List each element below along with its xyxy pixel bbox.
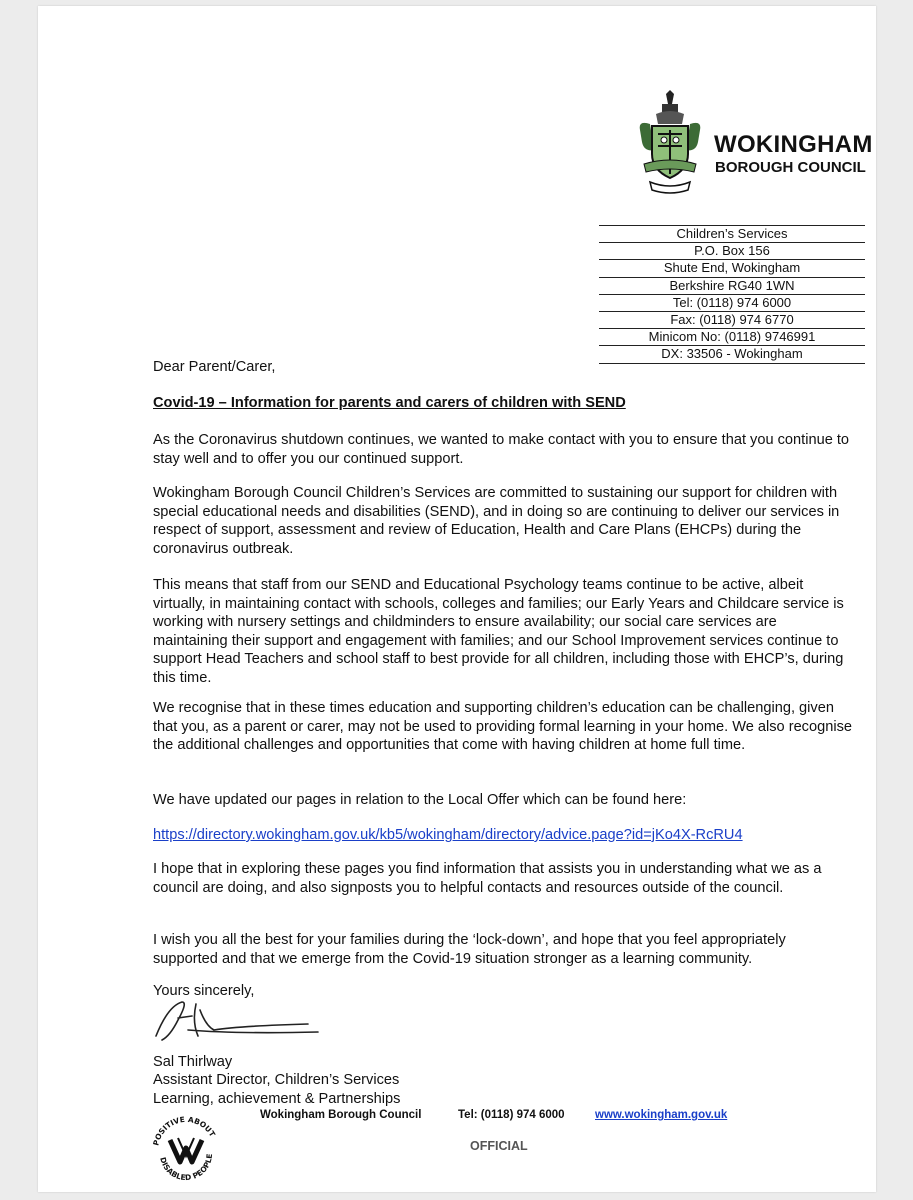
body-paragraph: Wokingham Borough Council Children’s Services are committed to sustaining our support for children with special educational needs and disabilities (SEND), and in doing so are continuing to deliver our services in respect of support, assessment and review of Education, Health and Care Plans (EHCPs) during the coronavirus outbreak. xyxy=(153,485,840,557)
classification-label: OFFICIAL xyxy=(470,1139,528,1153)
council-crest-icon xyxy=(636,90,704,196)
signature xyxy=(148,996,323,1044)
signer-block xyxy=(153,1053,853,1108)
signer-title: Assistant Director, Children’s Services xyxy=(153,1072,400,1089)
signer-name: Sal Thirlway xyxy=(153,1054,233,1070)
address-line: P.O. Box 156 xyxy=(599,243,865,260)
address-line: Shute End, Wokingham xyxy=(599,260,865,277)
body-paragraph: I hope that in exploring these pages you find information that assists you in understanding what we as a council are doing, and also signposts you to helpful contacts and resources outside of the council. xyxy=(153,861,822,896)
svg-text:POSITIVE ABOUT: POSITIVE ABOUT xyxy=(151,1114,218,1147)
address-line: Minicom No: (0118) 9746991 xyxy=(599,329,865,346)
local-offer-link[interactable]: https://directory.wokingham.gov.uk/kb5/wokingham/directory/advice.page?id=jKo4X-RcRU4 xyxy=(153,827,743,843)
address-line: DX: 33506 - Wokingham xyxy=(599,346,865,363)
body-paragraph: As the Coronavirus shutdown continues, we wanted to make contact with you to ensure that you continue to stay well and to offer you our continued support. xyxy=(153,432,850,467)
letter-page xyxy=(38,6,876,1192)
footer-tel: Tel: (0118) 974 6000 xyxy=(458,1109,565,1121)
org-name: WOKINGHAM xyxy=(714,131,873,158)
salutation: Dear Parent/Carer, xyxy=(153,359,276,375)
org-subtitle: BOROUGH COUNCIL xyxy=(715,159,866,176)
address-line: Children’s Services xyxy=(599,226,865,243)
svg-text:DISABLED PEOPLE: DISABLED PEOPLE xyxy=(158,1153,215,1183)
address-line: Berkshire RG40 1WN xyxy=(599,278,865,295)
address-block xyxy=(599,225,865,364)
body-paragraph: This means that staff from our SEND and Educational Psychology teams continue to be active, albeit virtually, in maintaining contact with schools, colleges and families; our Early Years and Childcare service is working with nursery settings and childminders to ensure availability; our social care services are maintaining their support and engagement with families; and our School Improvement services continue to support Head Teachers and school staff to best provide for all children, including those with EHCP’s, during this time. xyxy=(153,577,844,686)
address-line: Tel: (0118) 974 6000 xyxy=(599,295,865,312)
address-line: Fax: (0118) 974 6770 xyxy=(599,312,865,329)
signer-department: Learning, achievement & Partnerships xyxy=(153,1090,401,1107)
footer-org: Wokingham Borough Council xyxy=(260,1109,422,1121)
positive-about-disabled-people-badge xyxy=(148,1110,224,1186)
body-paragraph: I wish you all the best for your families during the ‘lock-down’, and hope that you feel appropriately supported and that we emerge from the Covid-19 situation stronger as a learning community. xyxy=(153,932,786,967)
closing: Yours sincerely, xyxy=(153,983,255,999)
body-paragraph: We recognise that in these times education and supporting children’s education can be challenging, given that you, as a parent or carer, may not be used to providing formal learning in your home. We also recognise the additional challenges and opportunities that come with having children at home full time. xyxy=(153,700,852,754)
footer-website-link[interactable]: www.wokingham.gov.uk xyxy=(595,1109,728,1121)
letter-subject: Covid-19 – Information for parents and carers of children with SEND xyxy=(153,395,626,411)
body-paragraph: We have updated our pages in relation to the Local Offer which can be found here: xyxy=(153,792,687,808)
